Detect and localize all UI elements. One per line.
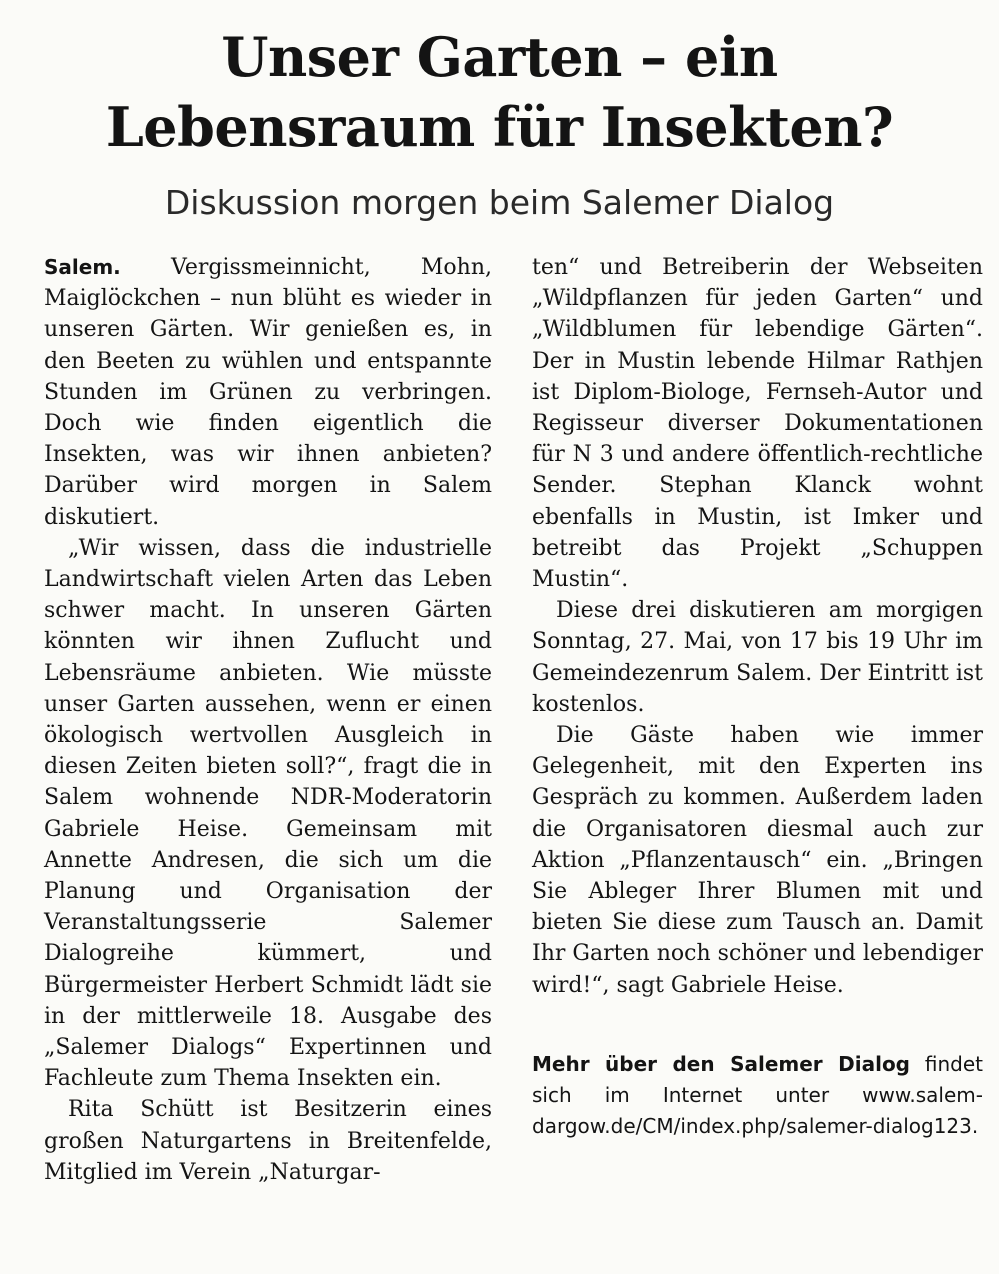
headline <box>0 22 999 162</box>
paragraph: Rita Schütt ist Besitzerin eines großen Naturgartens in Breitenfelde, Mitglied im Verein „Naturgar- <box>44 1097 492 1185</box>
subheadline: Diskussion morgen beim Salemer Dialog <box>164 183 835 222</box>
paragraph: Die Gäste haben wie immer Gelegenheit, mit den Experten ins Gespräch zu kommen. Außerdem laden die Organisatoren diesmal auch zur Aktion „Pflanzentausch“ ein. „Bringen Sie Ableger Ihrer Blumen mit und bieten Sie diese zum Tausch an. Damit Ihr Garten noch schöner und lebendiger wird!“, sagt Gabriele Heise. <box>532 723 983 998</box>
dateline: Salem. <box>44 255 121 279</box>
article-column-right <box>532 252 983 1142</box>
paragraph: ten“ und Betreiberin der Webseiten „Wildpflanzen für jeden Garten“ und „Wildblumen für lebendige Gärten“. Der in Mustin lebende Hilmar Rathjen ist Diplom-Biologe, Fernseh-Autor und Regisseur diverser Dokumentationen für N 3 und andere öffentlich-rechtliche Sender. Stephan Klanck wohnt ebenfalls in Mustin, ist Imker und betreibt das Projekt „Schuppen Mustin“. <box>532 255 983 593</box>
headline-line-1: Unser Garten – ein <box>221 25 778 89</box>
paragraph <box>44 252 492 533</box>
paragraph: Diese drei diskutieren am morgigen Sonntag, 27. Mai, von 17 bis 19 Uhr im Gemeindezenrum Salem. Der Eintritt ist kostenlos. <box>532 598 983 717</box>
paragraph-text: Vergissmeinnicht, Mohn, Maiglöckchen – nun blüht es wieder in unseren Gärten. Wir genießen es, in den Beeten zu wühlen und entspannte Stunden im Grünen zu verbringen. Doch wie finden eigentlich die Insekten, was wir ihnen anbieten? Darüber wird morgen in Salem diskutiert. <box>44 255 492 530</box>
info-box <box>532 1049 983 1142</box>
headline-line-2: Lebensraum für Insekten? <box>105 95 894 159</box>
paragraph: „Wir wissen, dass die industrielle Landwirtschaft vielen Arten das Leben schwer macht. In unseren Gärten könnten wir ihnen Zuflucht und Lebensräume anbieten. Wie müsste unser Garten aussehen, wenn er einen ökologisch wertvollen Ausgleich in diesen Zeiten bieten soll?“, fragt die in Salem wohnende NDR-Moderatorin Gabriele Heise. Gemeinsam mit Annette Andresen, die sich um die Planung und Organisation der Veranstaltungsserie Salemer Dialogreihe kümmert, und Bürgermeister Herbert Schmidt lädt sie in der mittlerweile 18. Ausgabe des „Salemer Dialogs“ Expertinnen und Fachleute zum Thema Insekten ein. <box>44 535 492 1092</box>
article-column-left <box>44 252 492 1188</box>
info-text: findet sich im Internet unter www.salem-dargow.de/CM/index.php/salemer-dialog123. <box>532 1051 983 1138</box>
info-bold: Mehr über den Salemer Dialog <box>532 1051 910 1076</box>
